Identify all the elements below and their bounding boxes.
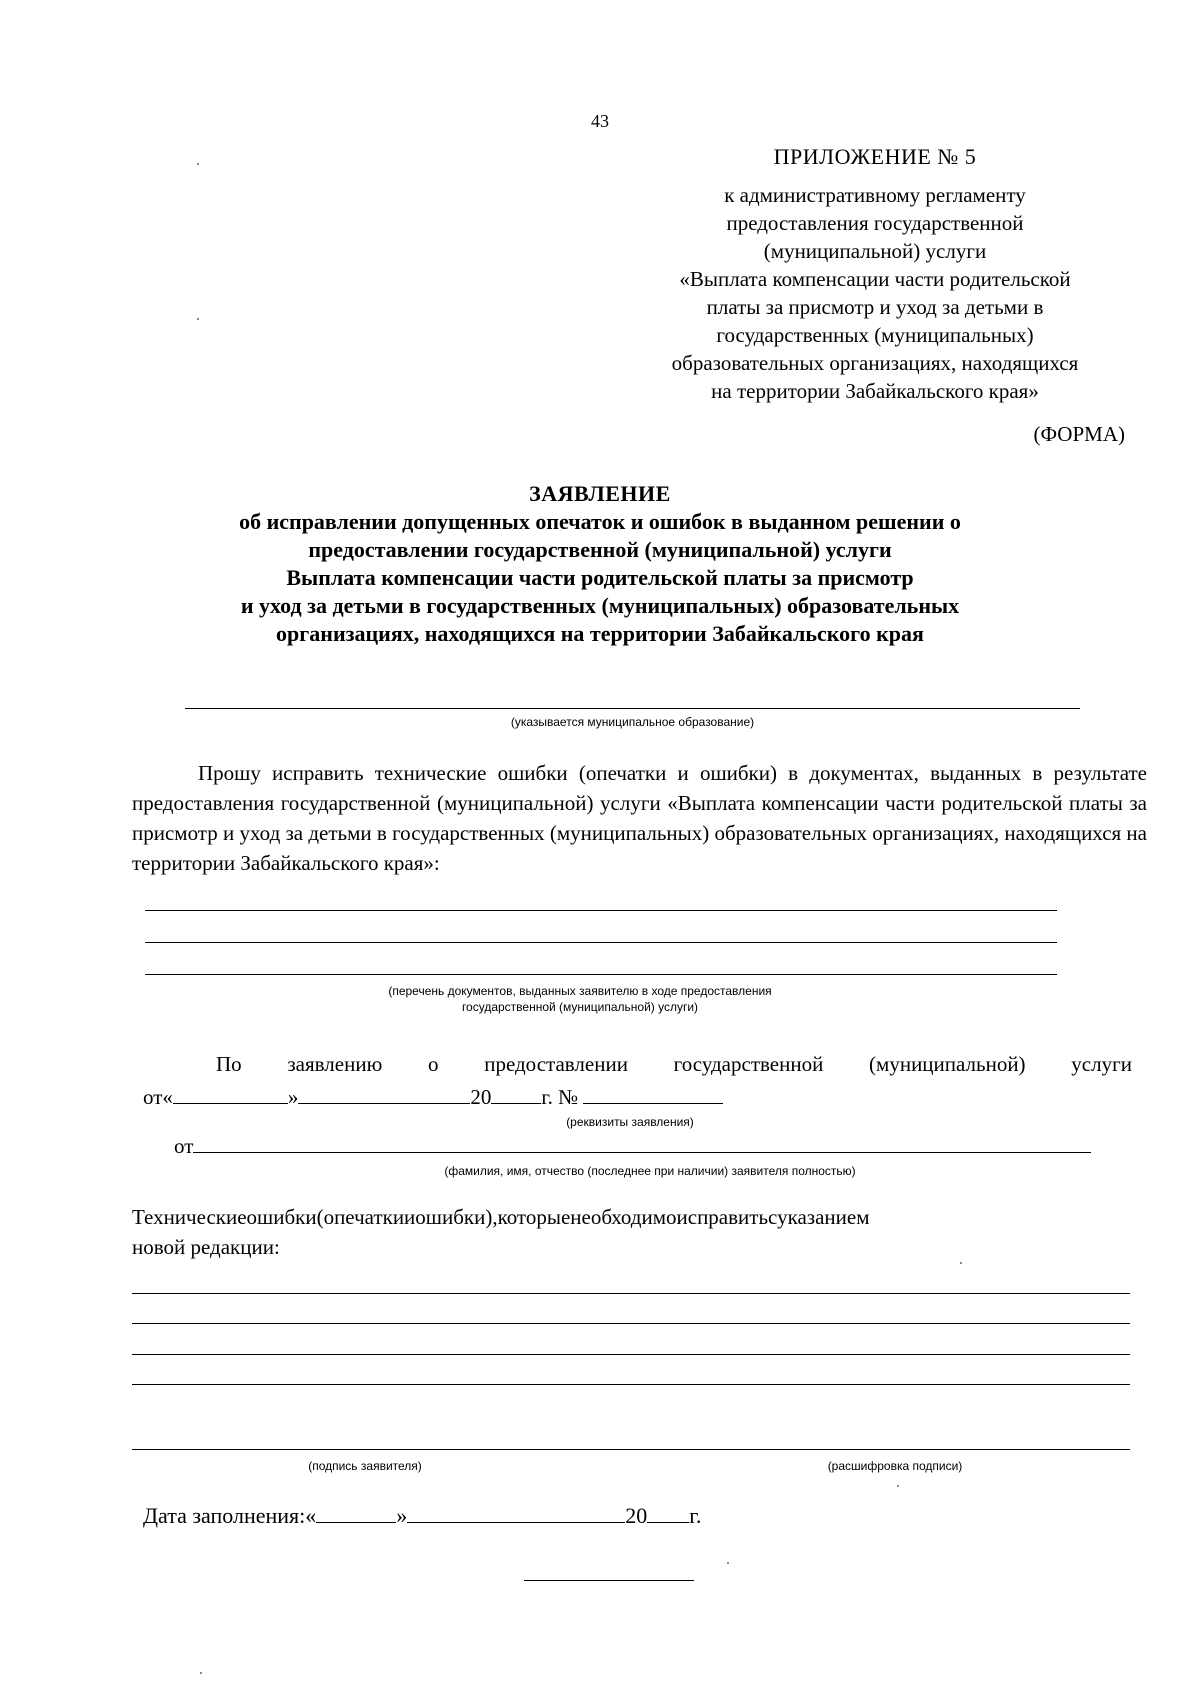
applicant-row xyxy=(174,1133,1091,1159)
ref-word: По xyxy=(216,1052,242,1076)
documents-field-line-3[interactable] xyxy=(145,974,1057,975)
appendix-header xyxy=(650,143,1100,405)
appendix-line: (муниципальной) услуги xyxy=(763,239,987,263)
scan-speck xyxy=(727,1562,729,1564)
appendix-line: «Выплата компенсации части родительской xyxy=(679,267,1071,291)
signature-caption: (подпись заявителя) xyxy=(308,1459,422,1473)
signature-field[interactable] xyxy=(132,1449,1130,1450)
corrections-field-line-3[interactable] xyxy=(132,1354,1130,1355)
scan-speck xyxy=(897,1485,899,1487)
corrections-field-line-2[interactable] xyxy=(132,1323,1130,1324)
scan-speck xyxy=(197,163,199,165)
year-prefix: 20 xyxy=(470,1085,492,1109)
title-line: и уход за детьми в государственных (муниципальных) образовательных xyxy=(240,593,960,618)
application-month-field[interactable] xyxy=(298,1085,470,1104)
appendix-line: к административному регламенту xyxy=(724,183,1026,207)
fill-date-row xyxy=(143,1503,701,1529)
application-caption: (реквизиты заявления) xyxy=(566,1115,694,1129)
scan-speck xyxy=(197,318,199,320)
applicant-name-field[interactable] xyxy=(193,1134,1091,1153)
ref-word: (муниципальной) xyxy=(869,1052,1026,1076)
closing-separator xyxy=(524,1580,694,1581)
fill-year-prefix: 20 xyxy=(625,1503,648,1528)
request-paragraph: Прошу исправить технические ошибки (опечатки и ошибки) в документах, выданных в результате предоставления государственной (муниципальной) услуги «Выплата компенсации части родительской платы за присмотр и уход за детьми в государственных (муниципальных) образовательных организациях, находящихся на территории Забайкальского края»: xyxy=(132,761,1147,875)
fill-month-field[interactable] xyxy=(407,1504,625,1523)
application-reference-words xyxy=(132,1050,1132,1078)
from-prefix: от« xyxy=(143,1085,173,1109)
documents-field-line-2[interactable] xyxy=(145,942,1057,943)
application-year-field[interactable] xyxy=(491,1085,541,1104)
errors-line: новой редакции: xyxy=(132,1235,280,1259)
title-line: организациях, находящихся на территории Забайкальского края xyxy=(276,621,924,646)
appendix-line: образовательных организациях, находящихся xyxy=(671,351,1079,375)
ref-word: предоставлении xyxy=(484,1052,628,1076)
corrections-field-line-1[interactable] xyxy=(132,1293,1130,1294)
ref-word: о xyxy=(428,1052,439,1076)
appendix-line: на территории Забайкальского края» xyxy=(711,379,1039,403)
fill-date-label: Дата заполнения:« xyxy=(143,1503,317,1528)
application-number-field[interactable] xyxy=(583,1085,723,1104)
applicant-from-label: от xyxy=(174,1134,194,1158)
title-line: об исправлении допущенных опечаток и ошибок в выданном решении о xyxy=(239,509,961,534)
ref-word: государственной xyxy=(673,1052,824,1076)
applicant-caption: (фамилия, имя, отчество (последнее при наличии) заявителя полностью) xyxy=(444,1164,856,1178)
errors-instruction xyxy=(132,1202,1132,1262)
municipality-caption: (указывается муниципальное образование) xyxy=(510,715,755,729)
title-line: предоставлении государственной (муниципальной) услуги xyxy=(308,537,892,562)
application-day-field[interactable] xyxy=(173,1085,288,1104)
ref-word: услуги xyxy=(1071,1052,1132,1076)
documents-caption-line: государственной (муниципальной) услуги) xyxy=(461,1000,699,1014)
scan-speck xyxy=(200,1672,202,1674)
signature-decode-caption: (расшифровка подписи) xyxy=(827,1459,963,1473)
appendix-line: предоставления государственной xyxy=(726,211,1024,235)
documents-caption xyxy=(290,983,870,1015)
application-reference-line xyxy=(132,1050,1132,1078)
documents-caption-line: (перечень документов, выданных заявителю в ходе предоставления xyxy=(388,984,772,998)
municipality-field[interactable] xyxy=(185,708,1080,709)
title-head: ЗАЯВЛЕНИЕ xyxy=(529,481,671,506)
appendix-line: государственных (муниципальных) xyxy=(716,323,1034,347)
fill-year-suffix: г. xyxy=(689,1503,702,1528)
page-number: 43 xyxy=(591,111,609,131)
form-label: (ФОРМА) xyxy=(1033,422,1125,446)
number-label: г. № xyxy=(541,1085,579,1109)
fill-day-field[interactable] xyxy=(316,1504,396,1523)
document-title xyxy=(150,480,1050,648)
title-line: Выплата компенсации части родительской платы за присмотр xyxy=(286,565,914,590)
documents-field-line-1[interactable] xyxy=(145,910,1057,911)
quote-close: » xyxy=(287,1085,299,1109)
errors-line: Техническиеошибки(опечаткииошибки),которыенеобходимоисправитьсуказанием xyxy=(132,1205,870,1229)
appendix-title: ПРИЛОЖЕНИЕ № 5 xyxy=(773,144,977,169)
scan-speck xyxy=(960,1262,962,1264)
fill-quote-close: » xyxy=(396,1503,408,1528)
corrections-field-line-4[interactable] xyxy=(132,1384,1130,1385)
application-date-row xyxy=(143,1084,723,1110)
ref-word: заявлению xyxy=(287,1052,383,1076)
appendix-line: платы за присмотр и уход за детьми в xyxy=(706,295,1044,319)
fill-year-field[interactable] xyxy=(647,1504,689,1523)
